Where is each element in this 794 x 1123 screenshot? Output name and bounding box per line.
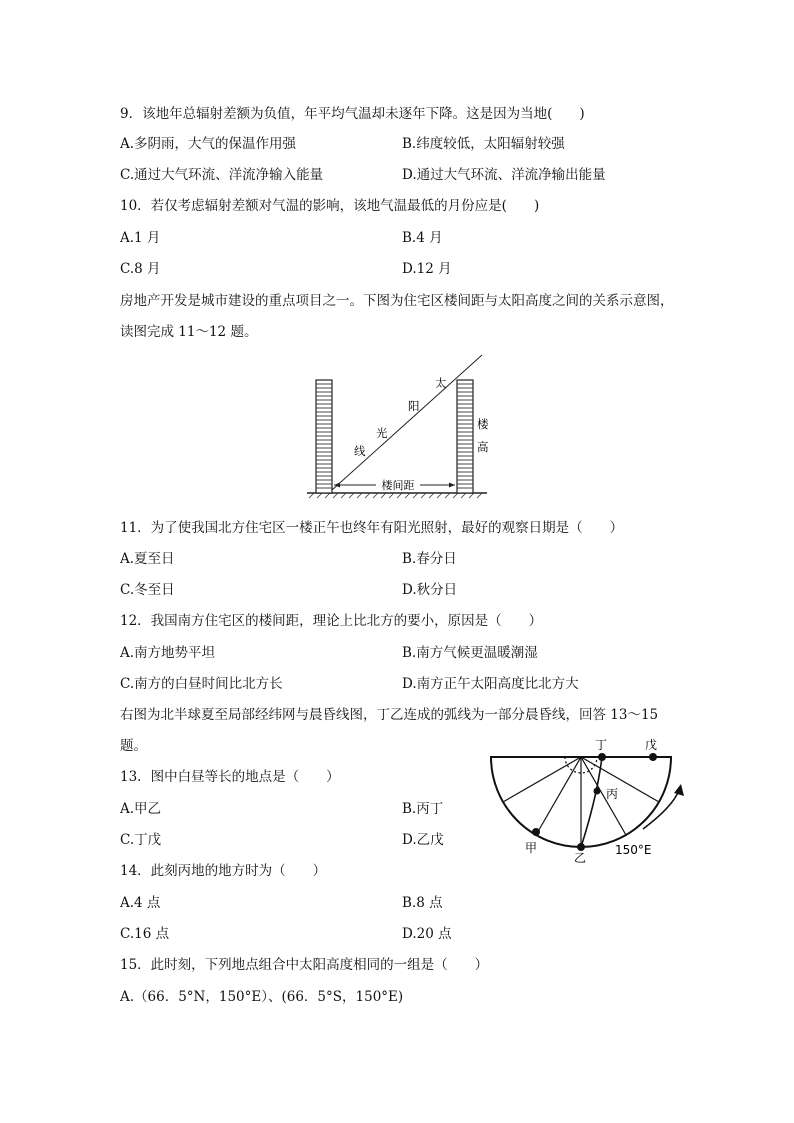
question-10-option-c: C.8 月 <box>120 261 161 277</box>
question-11-option-d: D.秋分日 <box>402 582 458 598</box>
height-label-lou: 楼 <box>477 417 489 431</box>
label-bing: 丙 <box>606 787 619 801</box>
terminator-diagram <box>485 734 695 866</box>
intro-13-15-line-1: 右图为北半球夏至局部经纬网与晨昏线图，丁乙连成的弧线为一部分晨昏线，回答 13～15 <box>120 707 659 723</box>
question-9-option-d: D.通过大气环流、洋流净输出能量 <box>402 167 606 183</box>
question-9-option-c: C.通过大气环流、洋流净输入能量 <box>120 167 324 183</box>
point-yi <box>577 843 585 851</box>
label-longitude-150e: 150°E <box>615 843 652 857</box>
rotation-arrow-head <box>674 784 684 796</box>
intro-11-12-line-1: 房地产开发是城市建设的重点项目之一。下图为住宅区楼间距与太阳高度之间的关系示意图， <box>120 293 674 309</box>
building-spacing-diagram <box>305 352 490 500</box>
ray-label-tai: 太 <box>435 376 447 390</box>
question-9-option-a: A.多阴雨，大气的保温作用强 <box>120 136 297 152</box>
point-jia <box>532 828 540 836</box>
label-ding: 丁 <box>595 738 608 752</box>
label-jia: 甲 <box>525 841 538 855</box>
question-14-option-d: D.20 点 <box>402 926 452 942</box>
question-12-stem: 12．我国南方住宅区的楼间距，理论上比北方的要小，原因是（ ） <box>120 613 543 629</box>
question-14-option-c: C.16 点 <box>120 926 170 942</box>
point-bing <box>594 788 601 795</box>
question-10-stem: 10．若仅考虑辐射差额对气温的影响，该地气温最低的月份应是( ) <box>120 198 540 214</box>
spacing-label: 楼间距 <box>381 479 415 492</box>
spacing-arrow-right-head <box>449 483 455 488</box>
question-10-option-a: A.1 月 <box>120 230 161 246</box>
question-14-option-b: B.8 点 <box>402 895 443 911</box>
right-building-floors <box>457 384 473 488</box>
question-12-option-a: A.南方地势平坦 <box>120 645 216 661</box>
intro-13-15-line-2: 题。 <box>120 738 147 754</box>
question-9-option-b: B.纬度较低，太阳辐射较强 <box>402 136 565 152</box>
left-building-floors <box>316 384 332 488</box>
question-11-option-a: A.夏至日 <box>120 551 175 567</box>
intro-11-12-line-2: 读图完成 11～12 题。 <box>120 324 258 340</box>
ray-label-yang: 阳 <box>408 399 420 413</box>
height-label-gao: 高 <box>477 440 489 454</box>
question-14-option-a: A.4 点 <box>120 895 161 911</box>
question-12-option-c: C.南方的白昼时间比北方长 <box>120 676 283 692</box>
question-15-option-a: A.（66．5°N，150°E）、(66．5°S，150°E) <box>120 989 404 1005</box>
point-ding <box>598 753 606 761</box>
label-wu: 戊 <box>645 738 658 752</box>
point-wu <box>649 753 657 761</box>
question-9-stem: 9．该地年总辐射差额为负值，年平均气温却未逐年下降。这是因为当地( ) <box>120 106 585 122</box>
question-14-stem: 14．此刻丙地的地方时为（ ） <box>120 863 327 879</box>
question-13-stem: 13．图中白昼等长的地点是（ ） <box>120 769 340 785</box>
question-13-option-a: A.甲乙 <box>120 801 162 817</box>
question-11-stem: 11．为了使我国北方住宅区一楼正午也终年有阳光照射，最好的观察日期是（ ） <box>120 520 624 536</box>
question-12-option-d: D.南方正午太阳高度比北方大 <box>402 676 579 692</box>
question-13-option-d: D.乙戊 <box>402 832 444 848</box>
ray-label-xian: 线 <box>354 444 366 458</box>
question-10-option-b: B.4 月 <box>402 230 443 246</box>
question-13-option-c: C.丁戊 <box>120 832 162 848</box>
ray-label-guang: 光 <box>376 426 388 440</box>
question-11-option-c: C.冬至日 <box>120 582 175 598</box>
question-13-option-b: B.丙丁 <box>402 801 444 817</box>
question-11-option-b: B.春分日 <box>402 551 457 567</box>
label-yi: 乙 <box>574 851 587 865</box>
question-15-stem: 15．此时刻，下列地点组合中太阳高度相同的一组是（ ） <box>120 957 489 973</box>
question-12-option-b: B.南方气候更温暖潮湿 <box>402 645 538 661</box>
question-10-option-d: D.12 月 <box>402 261 452 277</box>
